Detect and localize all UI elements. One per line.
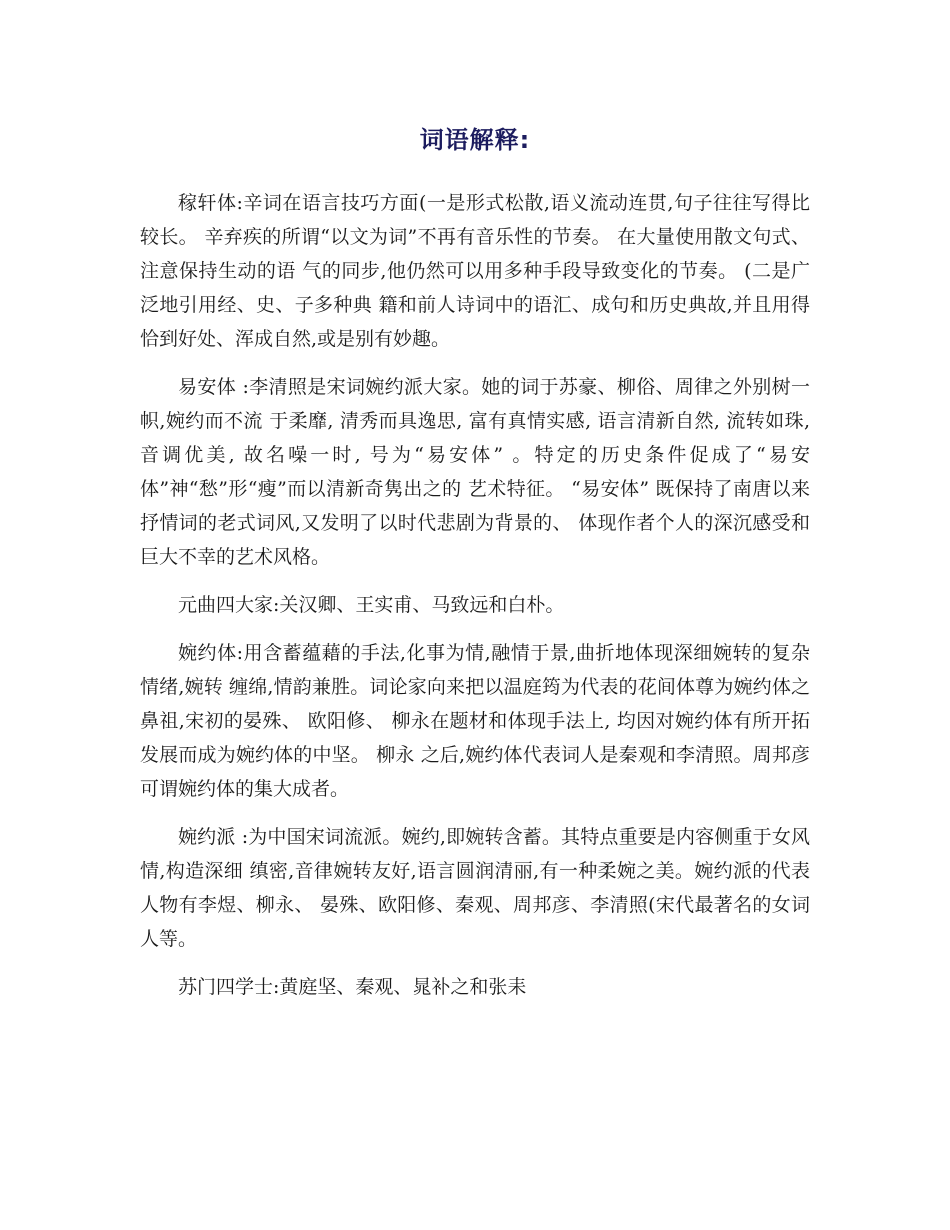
page-title: 词语解释: xyxy=(419,126,531,154)
paragraph-yuanqu-sidajia: 元曲四大家:关汉卿、王实甫、马致远和白朴。 xyxy=(178,594,565,616)
paragraph-yianti: 易安体 :李清照是宋词婉约派大家。她的词于苏豪、柳俗、周律之外别树一帜,婉约而不流 于柔靡, 清秀而具逸思, 富有真情实感, 语言清新自然, 流转如珠, 音调优美, 故名噪一时, 号为“易安体” 。特定的历史条件促成了“易安体”神“愁”形“瘦”而以清新奇隽出之的 艺术特征。 “易安体” 既保持了南唐以来抒情词的老式词风,又发明了以时代悲剧为背景的、 体现作者个人的深沉感受和巨大不幸的艺术风格。 xyxy=(140,376,810,568)
document-body xyxy=(140,186,810,1018)
paragraph-wanyueti: 婉约体:用含蓄蕴藉的手法,化事为情,融情于景,曲折地体现深细婉转的复杂情绪,婉转 缠绵,情韵兼胜。词论家向来把以温庭筠为代表的花间体尊为婉约体之鼻祖,宋初的晏殊、 欧阳修、 柳永在题材和体现手法上, 均因对婉约体有所开拓发展而成为婉约体的中坚。 柳永 之后,婉约体代表词人是秦观和李清照。周邦彦可谓婉约体的集大成者。 xyxy=(140,642,810,800)
paragraph-sumen-sixueshi: 苏门四学士:黄庭坚、秦观、晁补之和张耒 xyxy=(178,976,527,998)
paragraph-wanyuepai: 婉约派 :为中国宋词流派。婉约,即婉转含蓄。其特点重要是内容侧重于女风情,构造深细 缜密,音律婉转友好,语言圆润清丽,有一种柔婉之美。婉约派的代表人物有李煜、柳永、 晏殊、欧阳修、秦观、周邦彦、李清照(宋代最著名的女词人等。 xyxy=(140,826,810,950)
paragraph-jiaxuanti: 稼轩体:辛词在语言技巧方面(一是形式松散,语义流动连贯,句子往往写得比较长。 辛弃疾的所谓“以文为词”不再有音乐性的节奏。 在大量使用散文句式、注意保持生动的语 气的同步,他仍然可以用多种手段导致变化的节奏。 (二是广泛地引用经、史、子多种典 籍和前人诗词中的语汇、成句和历史典故,并且用得恰到好处、浑成自然,或是别有妙趣。 xyxy=(140,192,810,350)
